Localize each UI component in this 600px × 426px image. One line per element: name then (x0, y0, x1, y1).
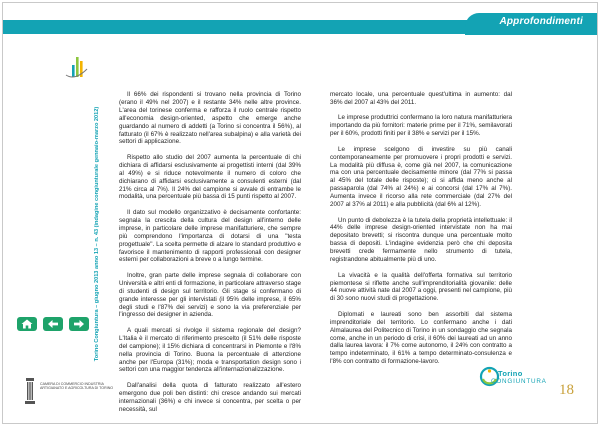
paragraph: Dall'analisi della quota di fatturato realizzato all'estero emergono due poli ben distinti: chi cresce andando sui mercati internazionali (36%) e chi invece si concentra, per scelta o per necessità, sul (119, 381, 301, 413)
chamber-emblem-icon (24, 376, 36, 408)
article-column-left (119, 91, 301, 421)
chamber-name: CAMERA DI COMMERCIO INDUSTRIA ARTIGIANATO E AGRICOLTURA DI TORINO (40, 382, 114, 391)
page-number: 18 (559, 382, 574, 398)
paragraph: Il 66% dei rispondenti si trovano nella provincia di Torino (erano il 49% nel 2007) e il restante 34% nelle altre province. L'area del torinese conferma e rafforza il ruolo centrale rispetto all'economia design-oriented, aspetto che emerge anche guardando al numero di addetti (a Torino si concentra il 56%), al fatturato (il 67% è realizzato nell'area subalpina) e alla varietà dei settori di applicazione. (119, 91, 301, 146)
paragraph: mercato locale, una percentuale quest'ultima in aumento: dal 36% del 2007 al 43% del 2011. (330, 91, 512, 106)
paragraph: Il dato sul modello organizzativo è decisamente confortante: segnala la crescita della cultura del design all'interno delle imprese, in particolare delle imprese manifatturiere, che sempre più comprendono l'importanza di dotarsi di una "testa progettuale". La scelta permette di alzare lo standard produttivo e favorisce il mantenimento di rapporti professionali con designer esterni per collaborazioni a breve o a lungo termine. (119, 208, 301, 264)
page (2, 2, 598, 424)
chamber-of-commerce-logo (16, 376, 124, 410)
torino-congiuntura-logo (479, 365, 559, 391)
article-column-right (330, 91, 512, 374)
vertical-issue-label (91, 89, 103, 379)
paragraph: Le imprese scelgono di investire su più canali contemporaneamente per promuovere i propri prodotti e servizi. La modalità più diffusa è, come già nel 2007, la comunicazione ma con una percentuale decisamente minore (dal 77% si passa al 45% del totale delle risposte); ci si affida meno anche al passaparola (dal 74% al 24%) e ai concorsi (dal 17% al 7%). Aumenta invece il ricorso alla rete commerciale (dal 27% del 2007 al 37% al 2011) e alla pubblicità (dal 6% al 12%). (330, 145, 512, 209)
paragraph: Rispetto allo studio del 2007 aumenta la percentuale di chi dichiara di affidarsi esclusivamente ai progettisti interni (dal 39% al 49%) e si riduce notevolmente il numero di coloro che dichiarano di affidarsi esclusivamente a consulenti esterni (dal 21% circa al 7%). Il 24% del campione si avvale di entrambe le modalità, una percentuale più bassa di 15 punti rispetto al 2007. (119, 153, 301, 201)
paragraph: Un punto di debolezza è la tutela della proprietà intellettuale: il 44% delle imprese design-oriented intervistate non ha mai depositato brevetti; si riscontra dunque una percentuale molto bassa di depositi. L'indagine evidenzia però che chi deposita brevetti crede fermamente nello strumento di tutela, registrandone abitualmente più di uno. (330, 216, 512, 264)
arrow-right-icon (73, 319, 85, 329)
paragraph: Inoltre, gran parte delle imprese segnala di collaborare con Università e altri enti di formazione, in particolare attraverso stage di studenti di design sul territorio. Gli stage si confermano di grande interesse per gli intervistati (il 95% delle imprese, il 65% degli studi e l'87% dei servizi) e sono la via preferenziale per l'ingresso dei designer in azienda. (119, 271, 301, 319)
section-title: Approfondimenti (499, 16, 583, 27)
vertical-issue-text: Torino Congiuntura – giugno 2013 anno 13 – n. 43 (indagine congiunturale gennaio-marzo 2012) (94, 106, 101, 362)
home-button[interactable] (17, 317, 37, 331)
brand-name-line2: CONGIUNTURA (491, 378, 547, 385)
paragraph: A quali mercati si rivolge il sistema regionale del design? L'Italia è il mercato di riferimento prescelto (il 51% delle risposte del campione); il 15% dichiara di concentrarsi in Piemonte e l'8% nella provincia di Torino. Buona la percentuale di attenzione anche per l'Europa (31%); moda e transportation design sono i settori con una maggior tendenza all'internazionalizzazione. (119, 326, 301, 374)
back-button[interactable] (43, 317, 63, 331)
forward-button[interactable] (69, 317, 89, 331)
home-icon (21, 319, 33, 329)
paragraph: Le imprese produttrici confermano la loro natura manifatturiera importando da più fornitori: materie prime per il 71%, semilavorati per il 60%, prodotti finiti per il 38% e servizi per il 15%. (330, 114, 512, 138)
paragraph: Diplomati e laureati sono ben assorbiti dal sistema imprenditoriale del territorio. Lo confermano anche i dati Almalaurea del Politecnico di Torino in un sondaggio che segnala come, anche in un periodo di crisi, il 60% dei laureati ad un anno dalla laurea lavora: il 7% come autonomo, il 24% con contratto a tempo indeterminato, il 61% a tempo determinato-consulenza e l'8% con contratto di formazione-lavoro. (330, 310, 512, 366)
logo-icon (63, 51, 89, 81)
paragraph: La vivacità e la qualità dell'offerta formativa sul territorio piemontese si riflette anche sull'imprenditorialità giovanile: delle 44 nuove attività nate dal 2007 a oggi, presenti nel campione, più di 30 sono nuovi studi di progettazione. (330, 271, 512, 303)
arrow-left-icon (47, 319, 59, 329)
brand-name-line1: Torino (498, 369, 523, 378)
